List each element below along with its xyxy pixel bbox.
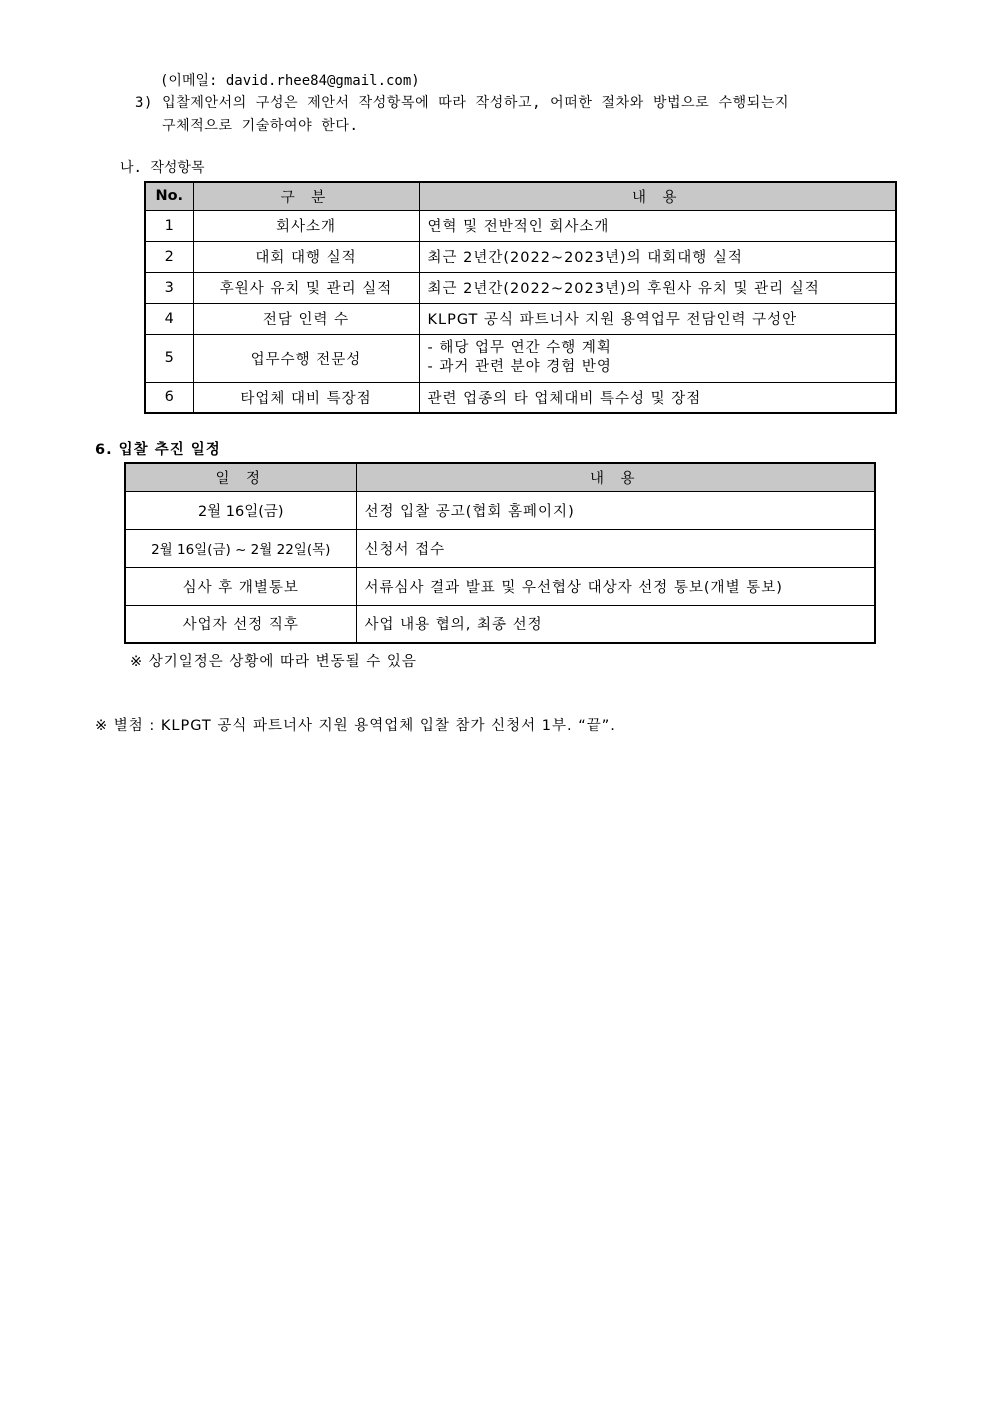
row-content-line-1: - 해당 업무 연간 수행 계획 (427, 340, 612, 356)
row-content-line-2: - 과거 관련 분야 경험 반영 (427, 359, 612, 375)
attachment-line: ※ 별첨 : KLPGT 공식 파트너사 지원 용역업체 입찰 참가 신청서 1부. “끝”. (95, 718, 616, 734)
table-row (145, 272, 896, 303)
table-row (125, 529, 875, 567)
row-content: 서류심사 결과 발표 및 우선협상 대상자 선정 통보(개별 통보) (356, 567, 875, 605)
row-date: 심사 후 개별통보 (125, 567, 356, 605)
table-row (145, 303, 896, 334)
email-line: (이메일: david.rhee84@gmail.com) (160, 73, 420, 89)
writing-items-table (144, 181, 897, 414)
row-content: 사업 내용 협의, 최종 선정 (356, 605, 875, 643)
table-row (145, 382, 896, 413)
table-row (125, 567, 875, 605)
row-no: 1 (145, 210, 193, 241)
row-no: 4 (145, 303, 193, 334)
table-header-row (125, 463, 875, 491)
row-category: 전담 인력 수 (193, 303, 419, 334)
schedule-table (124, 462, 876, 644)
row-category: 회사소개 (193, 210, 419, 241)
row-content-multiline (419, 334, 896, 382)
header-content: 내 용 (356, 463, 875, 491)
row-no: 3 (145, 272, 193, 303)
table-row (125, 491, 875, 529)
row-category: 후원사 유치 및 관리 실적 (193, 272, 419, 303)
table-header-row (145, 182, 896, 210)
row-content: 관련 업종의 타 업체대비 특수성 및 장점 (419, 382, 896, 413)
row-no: 6 (145, 382, 193, 413)
row-category: 타업체 대비 특장점 (193, 382, 419, 413)
row-no: 5 (145, 334, 193, 382)
row-no: 2 (145, 241, 193, 272)
row-content: 연혁 및 전반적인 회사소개 (419, 210, 896, 241)
row-category: 업무수행 전문성 (193, 334, 419, 382)
row-content: KLPGT 공식 파트너사 지원 용역업무 전담인력 구성안 (419, 303, 896, 334)
header-content: 내 용 (419, 182, 896, 210)
proposal-instruction-line-2: 구체적으로 기술하여야 한다. (162, 118, 359, 134)
table-row (145, 334, 896, 382)
row-content: 선정 입찰 공고(협회 홈페이지) (356, 491, 875, 529)
section-6-title: 6. 입찰 추진 일정 (95, 442, 221, 458)
header-category: 구 분 (193, 182, 419, 210)
row-content: 최근 2년간(2022~2023년)의 후원사 유치 및 관리 실적 (419, 272, 896, 303)
header-no: No. (145, 182, 193, 210)
schedule-note: ※ 상기일정은 상황에 따라 변동될 수 있음 (130, 654, 417, 670)
row-date: 사업자 선정 직후 (125, 605, 356, 643)
proposal-instruction-line-1: 3) 입찰제안서의 구성은 제안서 작성항목에 따라 작성하고, 어떠한 절차와 방법으로 수행되는지 (135, 95, 790, 111)
row-date: 2월 16일(금) ~ 2월 22일(목) (125, 529, 356, 567)
table-row (125, 605, 875, 643)
section-na-title: 나. 작성항목 (120, 160, 205, 176)
table-row (145, 210, 896, 241)
header-schedule: 일 정 (125, 463, 356, 491)
table-row (145, 241, 896, 272)
row-content: 최근 2년간(2022~2023년)의 대회대행 실적 (419, 241, 896, 272)
row-date: 2월 16일(금) (125, 491, 356, 529)
row-category: 대회 대행 실적 (193, 241, 419, 272)
row-content: 신청서 접수 (356, 529, 875, 567)
